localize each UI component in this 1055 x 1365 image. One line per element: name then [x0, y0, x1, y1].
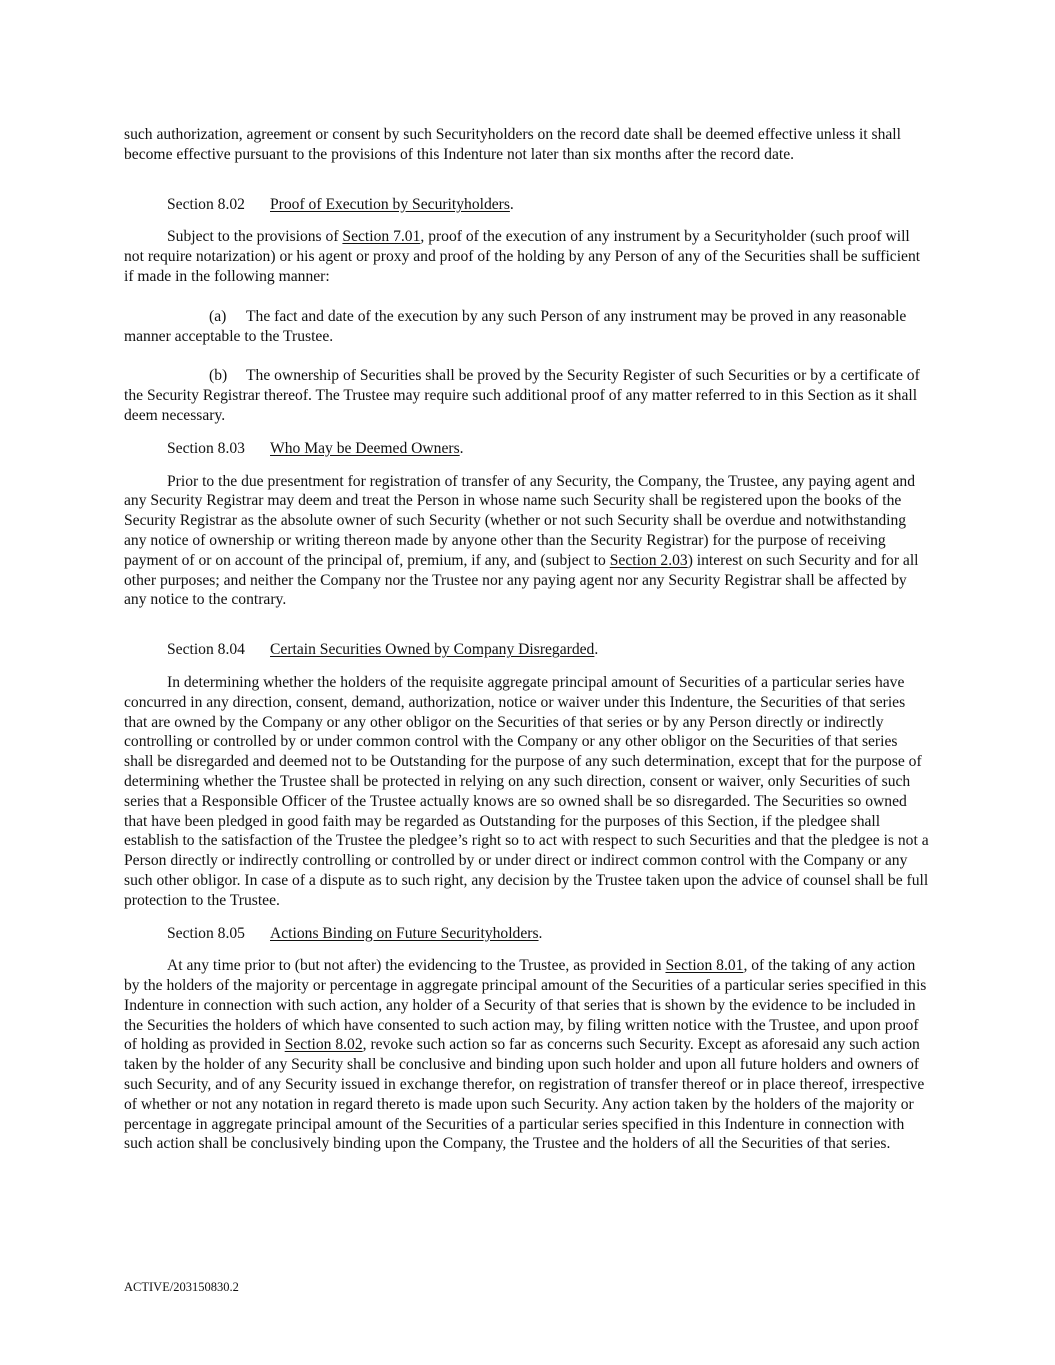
section-reference-link[interactable]: Section 8.02	[284, 1036, 363, 1054]
section-8-04-body: In determining whether the holders of the requisite aggregate principal amount of Securities of a particular series have concurred in any direction, consent, demand, authorization, notice or waiver under this Indenture, the Securities of that series that are owned by the Company or any other obligor on the Securities of that series or by any Person directly or indirectly controlling or controlled by or under common control with the Company or any other obligor on the Securities of that series shall be disregarded and deemed not to be Outstanding for the purpose of any such determination, except that for the purpose of determining whether the Trustee shall be protected in relying on any such direction, consent or waiver, only Securities of such series that a Responsible Officer of the Trustee actually knows are so owned shall be so disregarded. The Securities so owned that have been pledged in good faith may be regarded as Outstanding for the purposes of this Section, if the pledgee shall establish to the satisfaction of the Trustee the pledgee’s right so to act with respect to such Securities and that the pledgee is not a Person directly or indirectly controlling or controlled by or under direct or indirect common control with the Company or any such other obligor. In case of a dispute as to such right, any decision by the Trustee taken upon the advice of counsel shall be full protection to the Trustee.	[124, 673, 929, 909]
section-number: Section 8.03	[167, 439, 245, 457]
section-number: Section 8.05	[167, 924, 245, 942]
section-number: Section 8.02	[167, 195, 245, 213]
item-label: (a)	[209, 307, 227, 325]
section-8-05-heading: Section 8.05 Actions Binding on Future Securityholders.	[167, 924, 543, 942]
section-8-02-heading: Section 8.02 Proof of Execution by Securityholders.	[167, 195, 514, 213]
document-page	[124, 125, 930, 1154]
section-title: Actions Binding on Future Securityholders	[270, 924, 539, 942]
section-reference-link[interactable]: Section 7.01	[342, 228, 421, 246]
document-id-footer: ACTIVE/203150830.2	[124, 1280, 239, 1294]
continuation-paragraph: such authorization, agreement or consent by such Securityholders on the record date shall be deemed effective unless it shall become effective pursuant to the provisions of this Indenture not later than six months after the record date.	[124, 126, 901, 163]
section-8-02-intro: Subject to the provisions of Section 7.01, proof of the execution of any instrument by a Securityholder (such proof will not require notarization) or his agent or proxy and proof of the holding by any Person of any of the Securities shall be sufficient if made in the following manner:	[124, 228, 921, 285]
section-title: Who May be Deemed Owners	[270, 439, 460, 457]
section-reference-link[interactable]: Section 2.03	[609, 551, 688, 569]
section-8-03-body: Prior to the due presentment for registration of transfer of any Security, the Company, the Trustee, any paying agent and any Security Registrar may deem and treat the Person in whose name such Security shall be registered upon the books of the Security Registrar as the absolute owner of such Security (whether or not such Security shall be overdue and notwithstanding any notice of ownership or writing thereon made by anyone other than the Security Registrar) for the purpose of receiving payment of or on account of the principal of, premium, if any, and (subject to Section 2.03) interest on such Security and for all other purposes; and neither the Company nor the Trustee nor any paying agent nor any Security Registrar shall be affected by any notice to the contrary.	[124, 472, 919, 609]
section-title: Proof of Execution by Securityholders	[270, 195, 510, 213]
section-number: Section 8.04	[167, 641, 245, 659]
section-8-05-body: At any time prior to (but not after) the evidencing to the Trustee, as provided in Section 8.01, of the taking of any action by the holders of the majority or percentage in aggregate principal amount of the Securities of a particular series specified in this Indenture in connection with such action, any holder of a Security of that series that is shown by the evidence to be included in the Securities the holders of which have consented to such action may, by filing written notice with the Trustee, and upon proof of holding as provided in Section 8.02, revoke such action so far as concerns such Security. Except as aforesaid any such action taken by the holder of any Security shall be conclusive and binding upon such holder and upon all future holders and owners of such Security, and of any Security issued in exchange therefor, on registration of transfer thereof or in place thereof, irrespective of whether or not any notation in regard thereto is made upon such Security. Any action taken by the holders of the majority or percentage in aggregate principal amount of the Securities of a particular series specified in this Indenture in connection with such action shall be conclusively binding upon the Company, the Trustee and the holders of all the Securities of that series.	[124, 957, 927, 1153]
section-8-04-heading: Section 8.04 Certain Securities Owned by Company Disregarded.	[167, 641, 599, 659]
section-8-03-heading: Section 8.03 Who May be Deemed Owners.	[167, 439, 464, 457]
item-b-paragraph: (b) The ownership of Securities shall be proved by the Security Register of such Securities or by a certificate of the Security Registrar thereof. The Trustee may require such additional proof of any matter referred to in this Section as it shall deem necessary.	[124, 367, 920, 424]
section-title: Certain Securities Owned by Company Disregarded	[270, 641, 595, 659]
item-label: (b)	[209, 367, 228, 385]
section-reference-link[interactable]: Section 8.01	[665, 957, 744, 975]
item-a-paragraph: (a) The fact and date of the execution by any such Person of any instrument may be proved in any reasonable manner acceptable to the Trustee.	[124, 307, 907, 345]
